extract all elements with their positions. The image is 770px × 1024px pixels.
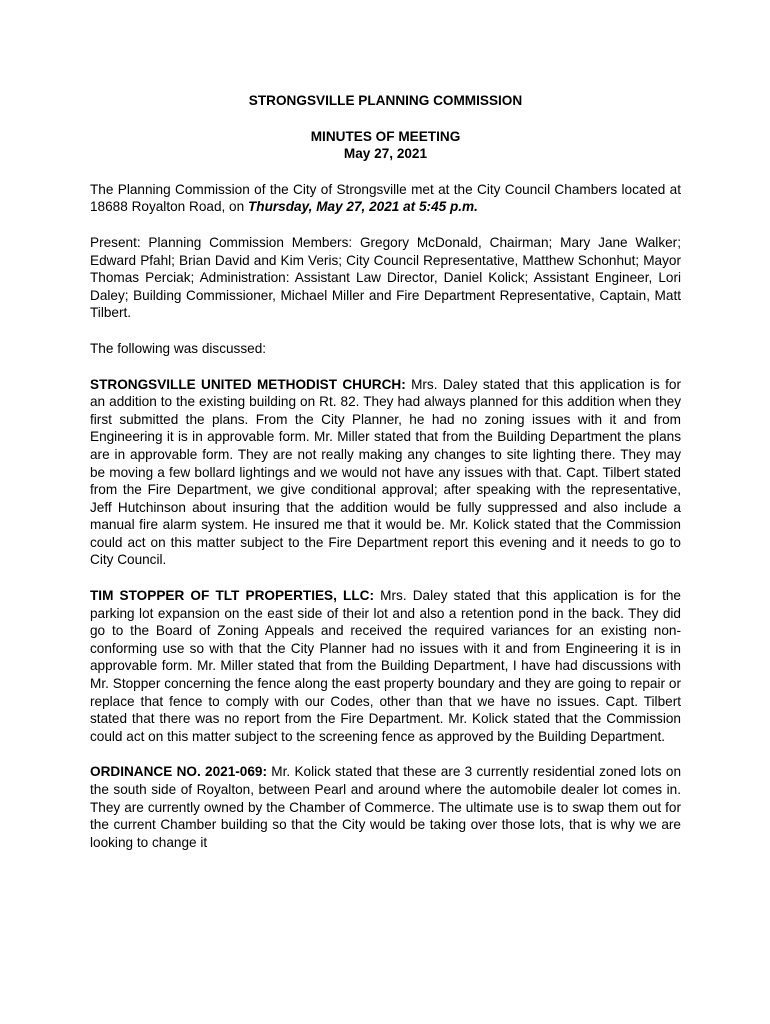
- agenda-item-body: Mrs. Daley stated that this application is for an addition to the existing building on Rt. 82. They had always planned for this addition when they first submitted the plans. From the City Planner, he had no zoning issues with it and from Engineering it is in approvable form. Mr. Miller stated that from the Building Department the plans are in approvable form. They are not really making any changes to site lighting there. They may be moving a few bollard lightings and we would not have any issues with that. Capt. Tilbert stated from the Fire Department, we give conditional approval; after speaking with the representative, Jeff Hutchinson about insuring that the addition would be fully suppressed and also include a manual fire alarm system. He insured me that it would be. Mr. Kolick stated that the Commission could act on this matter subject to the Fire Department report this evening and it needs to go to City Council.: [90, 376, 681, 568]
- minutes-body: [90, 92, 681, 869]
- agenda-item-body: Mrs. Daley stated that this application is for the parking lot expansion on the east side of their lot and also a retention pond in the back. They did go to the Board of Zoning Appeals and received the required variances for an existing non-conforming use so with that the City Planner had no issues with it and from Engineering it is in approvable form. Mr. Miller stated that from the Building Department, I have had discussions with Mr. Stopper concerning the fence along the east property boundary and they are going to repair or replace that fence to comply with our Codes, other than that we have no issues. Capt. Tilbert stated that there was no report from the Fire Department. Mr. Kolick stated that the Commission could act on this matter subject to the screening fence as approved by the Building Department.: [90, 588, 681, 744]
- agenda-item: [90, 587, 681, 745]
- meeting-date: May 27, 2021: [343, 146, 428, 162]
- intro-paragraph: [90, 181, 681, 216]
- document-subtitle: MINUTES OF MEETING: [310, 128, 461, 144]
- agenda-item-body: Mr. Kolick stated that these are 3 currently residential zoned lots on the south side of Royalton, between Pearl and around where the automobile dealer lot comes in. They are currently owned by the Chamber of Commerce. The ultimate use is to swap them out for the current Chamber building so that the City would be taking over those lots, that is why we are looking to change it: [90, 764, 681, 850]
- intro-text: The Planning Commission of the City of Strongsville met at the City Council Chambers located at 18688 Royalton Road, on: [90, 181, 681, 215]
- agenda-item-heading: TIM STOPPER OF TLT PROPERTIES, LLC:: [90, 588, 375, 604]
- agenda-item: [90, 763, 681, 851]
- agenda-item: [90, 376, 681, 570]
- agenda-item-heading: STRONGSVILLE UNITED METHODIST CHURCH:: [90, 376, 406, 392]
- discussed-line: The following was discussed:: [90, 340, 267, 356]
- attendance-paragraph: Present: Planning Commission Members: Gregory McDonald, Chairman; Mary Jane Walker; Edward Pfahl; Brian David and Kim Veris; City Council Representative, Matthew Schonhut; Mayor Thomas Perciak; Administration: Assistant Law Director, Daniel Kolick; Assistant Engineer, Lori Daley; Building Commissioner, Michael Miller and Fire Department Representative, Captain, Matt Tilbert.: [90, 234, 681, 321]
- meeting-datetime: Thursday, May 27, 2021 at 5:45 p.m.: [247, 199, 478, 215]
- agenda-item-heading: ORDINANCE NO. 2021-069:: [90, 764, 268, 780]
- document-title: STRONGSVILLE PLANNING COMMISSION: [248, 93, 523, 108]
